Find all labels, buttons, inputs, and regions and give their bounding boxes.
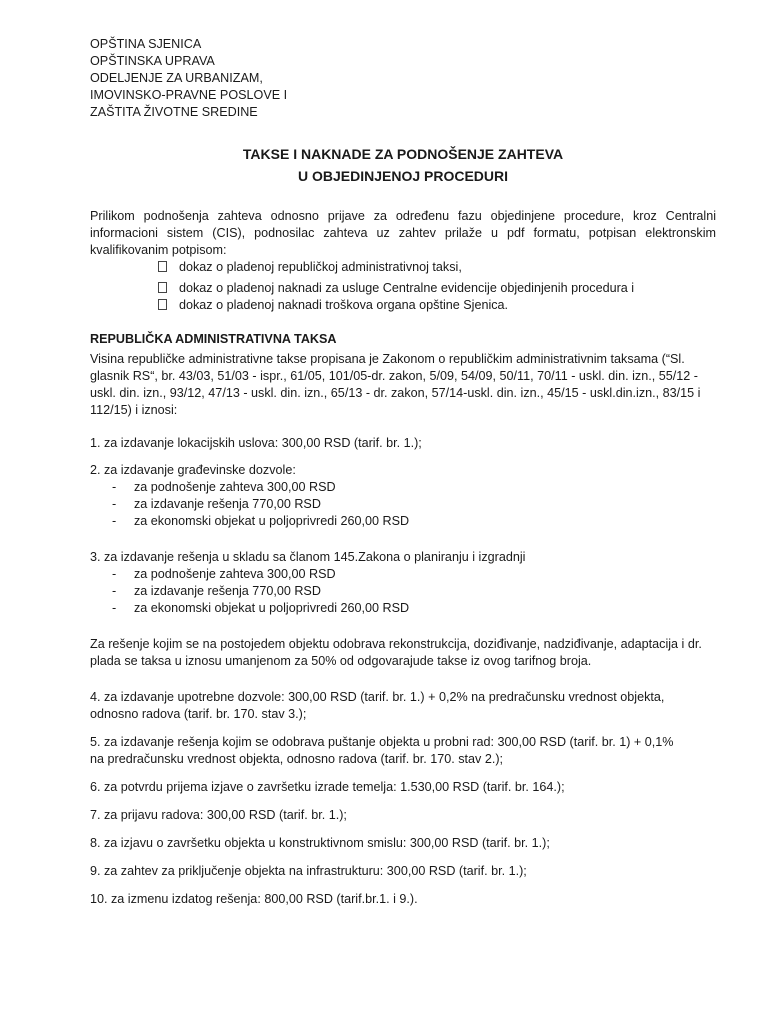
fee-item-10: 10. za izmenu izdatog rešenja: 800,00 RSD (tarif.br.1. i 9.). bbox=[90, 892, 418, 906]
dash-bullet: - bbox=[112, 584, 117, 598]
fee-item-2 bbox=[90, 462, 716, 530]
dash-bullet: - bbox=[112, 567, 117, 581]
document-title bbox=[90, 143, 716, 187]
fee-item-8: 8. za izjavu o završetku objekta u konstruktivnom smislu: 300,00 RSD (tarif. br. 1.); bbox=[90, 836, 550, 850]
list-item bbox=[112, 600, 716, 617]
section-heading: REPUBLIČKA ADMINISTRATIVNA TAKSA bbox=[90, 332, 337, 346]
checkbox-bullet-icon bbox=[158, 282, 167, 293]
required-documents-list bbox=[158, 259, 716, 314]
list-item-text: za izdavanje rešenja 770,00 RSD bbox=[134, 497, 321, 511]
fee-item-7: 7. za prijavu radova: 300,00 RSD (tarif. br. 1.); bbox=[90, 808, 347, 822]
list-item-text: za podnošenje zahteva 300,00 RSD bbox=[134, 567, 336, 581]
document-page bbox=[90, 36, 716, 908]
org-line: ZAŠTITA ŽIVOTNE SREDINE bbox=[90, 105, 258, 119]
org-line: OPŠTINSKA UPRAVA bbox=[90, 54, 215, 68]
dash-bullet: - bbox=[112, 601, 117, 615]
list-item bbox=[158, 259, 716, 276]
fee-item-6: 6. za potvrdu prijema izjave o završetku izrade temelja: 1.530,00 RSD (tarif. br. 164.); bbox=[90, 780, 565, 794]
list-item-text: dokaz o pladenoj naknadi za usluge Centralne evidencije objedinjenih procedura i bbox=[179, 281, 635, 295]
list-item-text: za podnošenje zahteva 300,00 RSD bbox=[134, 480, 336, 494]
fee-item-1: 1. za izdavanje lokacijskih uslova: 300,00 RSD (tarif. br. 1.); bbox=[90, 436, 422, 450]
list-item-text: za ekonomski objekat u poljoprivredi 260,00 RSD bbox=[134, 514, 410, 528]
list-item bbox=[158, 280, 716, 297]
list-item bbox=[112, 513, 716, 530]
fee-item-title: 3. za izdavanje rešenja u skladu sa članom 145.Zakona o planiranju i izgradnji bbox=[90, 550, 526, 564]
org-line: IMOVINSKO-PRAVNE POSLOVE I bbox=[90, 88, 288, 102]
list-item-text: dokaz o pladenoj republičkoj administrativnoj taksi, bbox=[179, 260, 462, 274]
fee-item-title: 2. za izdavanje građevinske dozvole: bbox=[90, 463, 296, 477]
checkbox-bullet-icon bbox=[158, 299, 167, 310]
list-item bbox=[112, 479, 716, 496]
list-item bbox=[158, 297, 716, 314]
dash-bullet: - bbox=[112, 480, 117, 494]
dash-bullet: - bbox=[112, 497, 117, 511]
fee-item-3 bbox=[90, 549, 716, 617]
list-item-text: dokaz o pladenoj naknadi troškova organa opštine Sjenica. bbox=[179, 298, 509, 312]
fee-item-9: 9. za zahtev za priključenje objekta na infrastrukturu: 300,00 RSD (tarif. br. 1.); bbox=[90, 864, 527, 878]
title-line-2: U OBJEDINJENOJ PROCEDURI bbox=[297, 168, 509, 184]
org-line: ODELJENJE ZA URBANIZAM, bbox=[90, 71, 263, 85]
section-lead-paragraph: Visina republičke administrativne takse propisana je Zakonom o republičkim administrativnim taksama (“Sl. glasnik RS“, br. 43/03, 51/03 - ispr., 61/05, 101/05-dr. zakon, 5/09, 54/09, 50/11, 70/11 - uskl. din. izn., 55/12 - uskl. din. izn., 93/12, 47/13 - uskl. din. izn., 65/13 - dr. zakon, 57/14-uskl. din. izn., 45/15 - uskl.din.izn., 83/15 i 112/15) i iznosi: bbox=[90, 352, 701, 417]
title-line-1: TAKSE I NAKNADE ZA PODNOŠENJE ZAHTEVA bbox=[242, 146, 564, 162]
fee-item-4: 4. za izdavanje upotrebne dozvole: 300,00 RSD (tarif. br. 1.) + 0,2% na predračunsku vrednost objekta, odnosno radova (tarif. br. 170. stav 3.); bbox=[90, 690, 665, 721]
org-line: OPŠTINA SJENICA bbox=[90, 37, 202, 51]
fee-item-5 bbox=[90, 734, 716, 768]
fee-sublist bbox=[90, 566, 716, 617]
list-item-text: za ekonomski objekat u poljoprivredi 260,00 RSD bbox=[134, 601, 410, 615]
checkbox-bullet-icon bbox=[158, 261, 167, 272]
fee-sublist bbox=[90, 479, 716, 530]
dash-bullet: - bbox=[112, 514, 117, 528]
list-item bbox=[112, 566, 716, 583]
list-item bbox=[112, 583, 716, 600]
fee-item-5-line-1: 5. za izdavanje rešenja kojim se odobrava puštanje objekta u probni rad: 300,00 RSD (tarif. br. 1) + 0,1% bbox=[90, 735, 674, 749]
intro-paragraph: Prilikom podnošenja zahteva odnosno prijave za određenu fazu objedinjene procedure, kroz Centralni informacioni sistem (CIS), podnosilac zahteva uz zahtev prilaže u pdf formatu, potpisan elektronskim kvalifikovanim potpisom: bbox=[90, 209, 716, 257]
fee-item-5-line-2: na predračunsku vrednost objekta, odnosno radova (tarif. br. 170. stav 2.); bbox=[90, 752, 504, 766]
organization-header bbox=[90, 36, 716, 121]
list-item-text: za izdavanje rešenja 770,00 RSD bbox=[134, 584, 321, 598]
list-item bbox=[112, 496, 716, 513]
reduction-note: Za rešenje kojim se na postojedem objektu odobrava rekonstrukcija, doziđivanje, nadziđivanje, adaptacija i dr. plada se taksa u iznosu umanjenom za 50% od odgovarajude takse iz ovog tarifnog broja. bbox=[90, 637, 702, 668]
